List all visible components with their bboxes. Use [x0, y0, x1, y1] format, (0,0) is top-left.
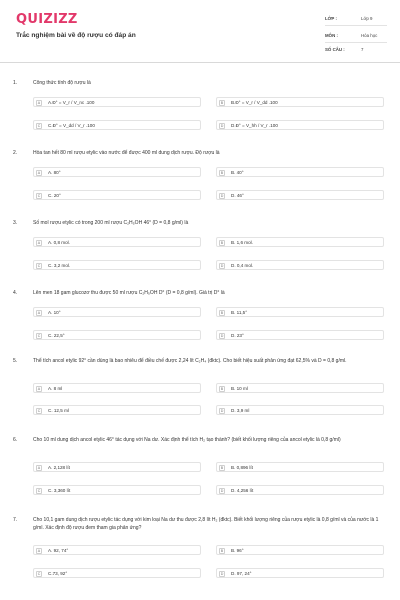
option-text: B. 1,6 mol. [231, 240, 253, 245]
option-letter: D [220, 488, 224, 493]
option-a[interactable] [33, 307, 201, 317]
option-c[interactable] [33, 190, 201, 200]
option-text: A.Đ° = V_r / V_nc .100 [48, 100, 95, 105]
option-a[interactable] [33, 462, 201, 472]
option-letter: C [37, 193, 41, 198]
option-d[interactable] [216, 120, 384, 130]
question-text: Cho 10 ml dung dịch ancol etylic 46° tác dụng với Na dư. Xác định thể tích H₂ tạo thành? (biết khối lượng riêng của ancol etylic là 0,8 g/ml) [33, 437, 341, 443]
option-c[interactable] [33, 405, 201, 415]
meta-divider [325, 42, 387, 43]
option-c[interactable] [33, 485, 201, 495]
meta-subject-value: Hóa học [361, 33, 378, 38]
meta-count-label: SỐ CÂU : [325, 47, 345, 52]
question-number: 4. [13, 290, 18, 296]
option-text: D. 23° [231, 333, 244, 338]
meta-class-value: Lớp 9 [361, 16, 373, 21]
option-text: D. 0,4 mol. [231, 263, 254, 268]
question-number: 3. [13, 220, 18, 226]
option-letter: C [37, 408, 41, 413]
option-b[interactable] [216, 383, 384, 393]
option-text: C. 20° [48, 193, 61, 198]
option-d[interactable] [216, 485, 384, 495]
option-b[interactable] [216, 462, 384, 472]
question-number: 2. [13, 150, 18, 156]
option-letter: B [220, 100, 224, 105]
option-d[interactable] [216, 330, 384, 340]
option-text: C. 3,360 lít [48, 488, 71, 493]
option-letter: C [37, 123, 41, 128]
worksheet-header [0, 0, 400, 63]
option-letter: C [37, 488, 41, 493]
option-letter: A [37, 100, 41, 105]
meta-subject-label: MÔN : [325, 33, 338, 38]
option-b[interactable] [216, 237, 384, 247]
option-b[interactable] [216, 97, 384, 107]
option-text: D. 46° [231, 193, 244, 198]
option-b[interactable] [216, 167, 384, 177]
question-text: Công thức tính độ rượu là [33, 80, 91, 86]
option-letter: D [220, 571, 224, 576]
option-letter: D [220, 193, 224, 198]
option-letter: D [220, 408, 224, 413]
meta-class-label: LỚP : [325, 16, 337, 21]
option-letter: B [220, 240, 224, 245]
option-text: C. 3,2 mol. [48, 263, 71, 268]
question-number: 6. [13, 437, 18, 443]
option-text: A. 80° [48, 170, 61, 175]
question-text: Cho 10,1 gam dung dịch rượu etylic tác dụng với kim loại Na dư thu được 2,8 lít H₂ (đktc). Biết khối lượng riêng của rượu etylic là 0,8 g/ml và của nước là 1 g/ml. Xác định độ rượu đem tham gia phản ứng? [33, 517, 379, 531]
option-text: D.Đ° = V_hh / V_r .100 [231, 123, 278, 128]
option-text: A. 10° [48, 310, 61, 315]
option-text: B.Đ° = V_r / V_dd .100 [231, 100, 278, 105]
option-letter: A [37, 548, 41, 553]
option-letter: D [220, 263, 224, 268]
option-a[interactable] [33, 383, 201, 393]
option-c[interactable] [33, 120, 201, 130]
option-text: C. 22,5° [48, 333, 65, 338]
option-letter: C [37, 333, 41, 338]
option-text: B. 10 ml [231, 386, 248, 391]
option-a[interactable] [33, 545, 201, 555]
question-number: 1. [13, 80, 18, 86]
option-text: A. 2,128 lít [48, 465, 70, 470]
option-letter: D [220, 123, 224, 128]
option-b[interactable] [216, 307, 384, 317]
option-text: B. 96° [231, 548, 244, 553]
option-letter: A [37, 465, 41, 470]
page-title: Trắc nghiệm bài về độ rượu có đáp án [16, 32, 136, 39]
option-d[interactable] [216, 405, 384, 415]
option-text: B. 0,896 lít [231, 465, 253, 470]
option-c[interactable] [33, 260, 201, 270]
option-d[interactable] [216, 568, 384, 578]
question-number: 5. [13, 358, 18, 364]
option-letter: C [37, 571, 41, 576]
option-text: C.73, 92° [48, 571, 68, 576]
meta-divider [325, 25, 387, 26]
option-letter: A [37, 170, 41, 175]
option-text: B. 40° [231, 170, 244, 175]
option-text: A. 8 ml [48, 386, 63, 391]
question-text: Lên men 18 gam glucozơ thu được 50 ml rượu C₂H₅OH D° (D = 0,8 g/ml). Giá trị D° là [33, 290, 225, 296]
question-text: Hòa tan hết 80 ml rượu etylic vào nước để được 400 ml dung dịch rượu. Độ rượu là [33, 150, 220, 156]
option-b[interactable] [216, 545, 384, 555]
option-letter: B [220, 548, 224, 553]
option-text: A. 92, 74° [48, 548, 69, 553]
option-letter: D [220, 333, 224, 338]
option-letter: C [37, 263, 41, 268]
option-c[interactable] [33, 568, 201, 578]
option-text: A. 0,8 mol. [48, 240, 70, 245]
option-text: D. 3,9 ml [231, 408, 250, 413]
option-a[interactable] [33, 237, 201, 247]
option-letter: A [37, 310, 41, 315]
option-a[interactable] [33, 97, 201, 107]
question-text: Thể tích ancol etylic 92° cần dùng là bao nhiêu để điều chế được 2,24 lít C₂H₄ (đktc). Cho biết hiệu suất phản ứng đạt 62,5% và D = 0,8 g/ml. [33, 358, 347, 364]
option-text: C. 12,5 ml [48, 408, 69, 413]
option-c[interactable] [33, 330, 201, 340]
question-number: 7. [13, 517, 18, 523]
question-text: Số mol rượu etylic có trong 200 ml rượu C₂H₅OH 46° (D = 0,8 g/ml) là [33, 220, 189, 226]
quizizz-logo: QUIZIZZ [16, 12, 78, 27]
option-letter: B [220, 170, 224, 175]
option-letter: B [220, 310, 224, 315]
option-text: D. 97, 24° [231, 571, 252, 576]
option-letter: A [37, 386, 41, 391]
option-letter: B [220, 465, 224, 470]
option-letter: B [220, 386, 224, 391]
option-text: D. 4,256 lít [231, 488, 254, 493]
meta-count-value: 7 [361, 47, 364, 52]
option-a[interactable] [33, 167, 201, 177]
option-text: B. 11,5° [231, 310, 248, 315]
option-d[interactable] [216, 260, 384, 270]
option-letter: A [37, 240, 41, 245]
option-d[interactable] [216, 190, 384, 200]
option-text: C.Đ° = V_dd / V_r .100 [48, 123, 95, 128]
